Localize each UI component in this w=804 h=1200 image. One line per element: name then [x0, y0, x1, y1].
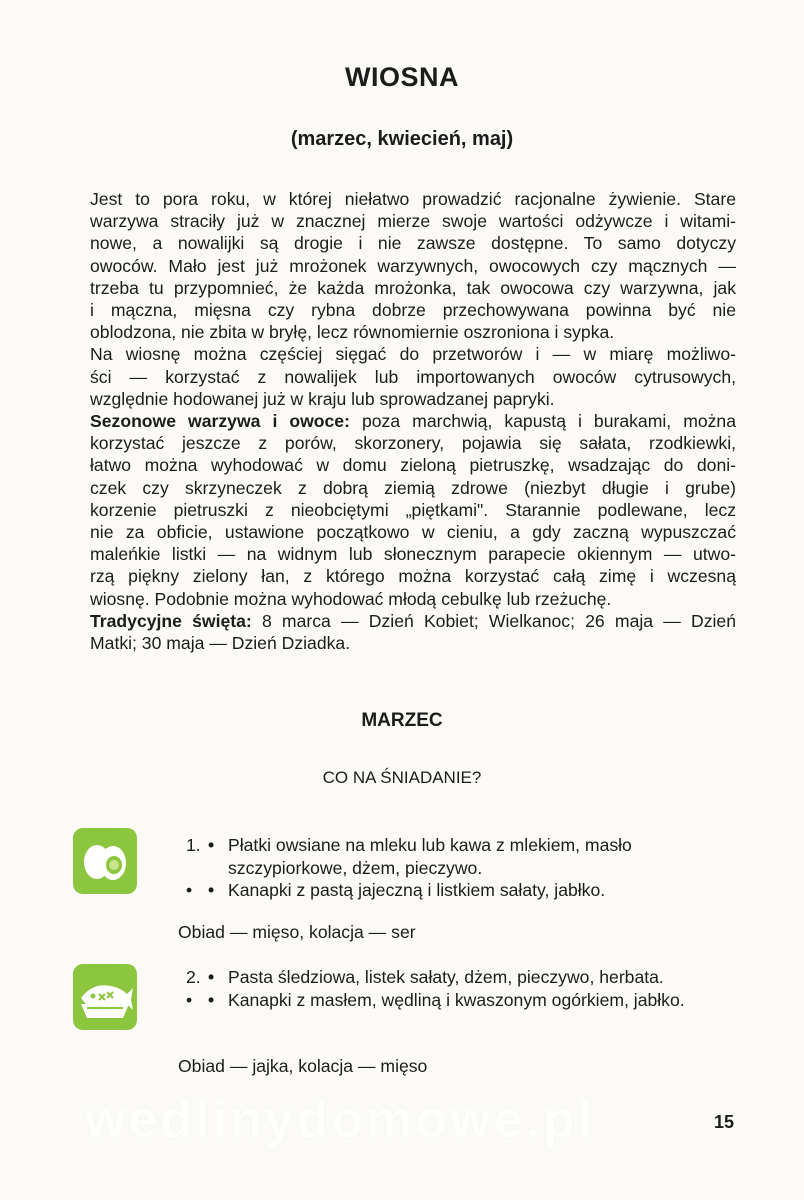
- text-line: nie za obficie, ustawione początkowo w cieniu, a gdy zaczną wypuszczać: [90, 522, 736, 543]
- text-line: łatwo można wyhodować w domu zieloną pietruszkę, wsadzając do doni-: [90, 455, 736, 476]
- text-line: Matki; 30 maja — Dzień Dziadka.: [90, 633, 351, 654]
- text-line: względnie hodowanej już w kraju lub sprowadzanej papryki.: [90, 388, 555, 409]
- paragraph-1: [90, 188, 736, 343]
- menu-item-2: 2. • Pasta śledziowa, listek sałaty, dżem, pieczywo, herbata. • • Kanapki z masłem, wędliną i kwaszonym ogórkiem, jabłko.: [186, 966, 736, 1011]
- holidays-label: Tradycyjne święta:: [90, 610, 252, 631]
- paragraph-4: [90, 610, 736, 654]
- text-line: czek czy skrzyneczek z dobrą ziemią zdrowe (niezbyt długie i grube): [90, 477, 736, 498]
- text-line: Jest to pora roku, w której niełatwo prowadzić racjonalne żywienie. Stare: [90, 189, 736, 209]
- paragraph-2: [90, 343, 736, 410]
- text-line: rzą piękny zielony łan, z którego można korzystać całą zimę i wczesną: [90, 566, 736, 587]
- bullet: •: [208, 880, 215, 900]
- text-line: owoców. Mało jest już mrożonek warzywnych, owocowych czy mącznych —: [90, 255, 736, 276]
- text-line: wiosnę. Podobnie można wyhodować młodą cebulkę lub rzeżuchę.: [90, 588, 612, 609]
- breakfast-option: Płatki owsiane na mleku lub kawa z mlekiem, masło szczypiorkowe, dżem, pieczywo.: [228, 835, 632, 878]
- text-line: Na wiosnę można częściej sięgać do przetworów i — w miarę możliwo-: [90, 344, 736, 365]
- menu-number: 2.: [186, 967, 201, 987]
- text-line: [90, 610, 736, 632]
- menu-item-1: 1. • Płatki owsiane na mleku lub kawa z mlekiem, masło szczypiorkowe, dżem, pieczywo. • • Kanapki z pastą jajeczną i listkiem sałaty, jabłko.: [186, 834, 736, 902]
- text-line: oblodzona, nie zbita w bryłę, lecz równomiernie oszroniona i sypka.: [90, 322, 615, 343]
- dinner-note: Obiad — mięso, kolacja — ser: [178, 922, 416, 942]
- page-title: WIOSNA: [345, 62, 459, 92]
- text-run: 8 marca — Dzień Kobiet; Wielkanoc; 26 maja — Dzień: [251, 610, 736, 631]
- page-subtitle: (marzec, kwiecień, maj): [290, 128, 514, 150]
- breakfast-option: Kanapki z masłem, wędliną i kwaszonym ogórkiem, jabłko.: [228, 989, 685, 1010]
- meal-heading: CO NA ŚNIADANIE?: [322, 768, 482, 787]
- bullet: •: [208, 835, 215, 855]
- text-line: warzywa straciły już w znacznej mierze swoje wartości odżywcze i witami-: [90, 211, 736, 232]
- paragraph-3: [90, 410, 736, 610]
- text-line: nowe, a nowalijki są drogie i nie zawsze dostępne. To samo dotyczy: [90, 233, 736, 254]
- seasonal-label: Sezonowe warzywa i owoce:: [90, 411, 350, 432]
- text-run: poza marchwią, kapustą i burakami, można: [349, 411, 737, 432]
- page-number: 15: [713, 1112, 734, 1132]
- menu-number: 1.: [186, 835, 201, 855]
- breakfast-option: Pasta śledziowa, listek sałaty, dżem, pieczywo, herbata.: [228, 967, 664, 987]
- eggs-icon: [73, 828, 137, 894]
- text-line: korzenie pietruszki z nieobciętymi „piętkami". Starannie podlewane, lecz: [90, 499, 736, 520]
- intro-text: [90, 188, 736, 654]
- section-title: MARZEC: [361, 710, 443, 731]
- breakfast-option: Kanapki z pastą jajeczną i listkiem sałaty, jabłko.: [228, 880, 606, 900]
- bullet: •: [208, 989, 215, 1010]
- text-line: trzeba tu przypomnieć, że każda mrożonka, tak owocowa czy warzywna, jak: [90, 277, 736, 298]
- text-line: korzystać jeszcze z porów, skorzonery, pojawia się sałata, rzodkiewki,: [90, 433, 736, 454]
- text-line: i mączna, mięsna czy rybna dobrze przechowywana powinna być nie: [90, 300, 736, 321]
- text-line: [90, 410, 736, 432]
- watermark: wedlinydomowe.pl: [85, 1091, 596, 1149]
- text-line: maleńkie listki — na widnym lub słonecznym parapecie okiennym — utwo-: [90, 544, 736, 565]
- dinner-note: Obiad — jajka, kolacja — mięso: [178, 1056, 428, 1076]
- text-line: ści — korzystać z nowalijek lub importowanych owoców cytrusowych,: [90, 366, 736, 387]
- fish-icon: [73, 964, 137, 1030]
- bullet: •: [208, 967, 215, 987]
